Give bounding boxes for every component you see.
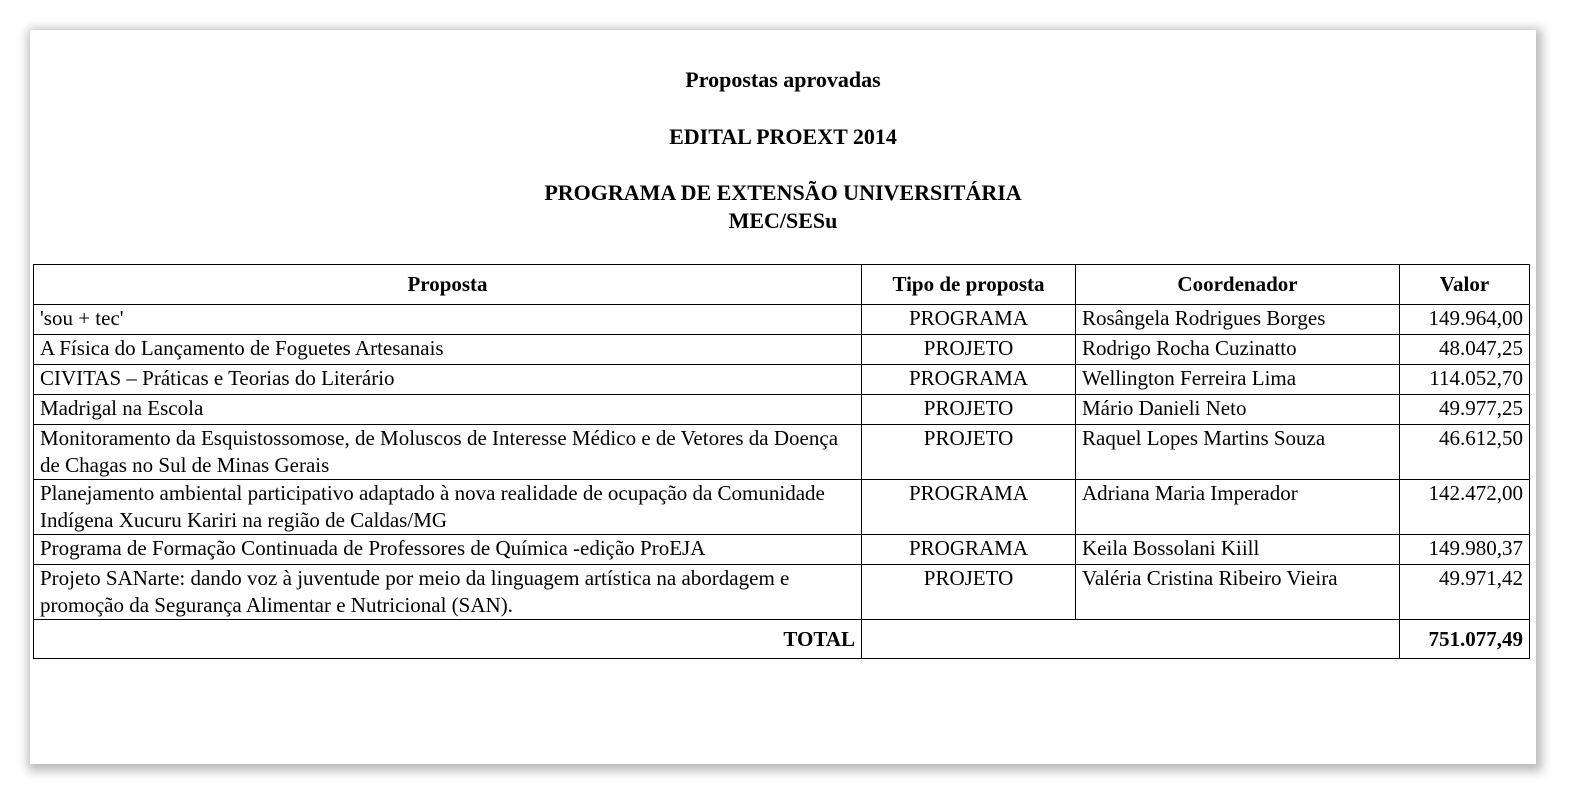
cell-tipo: PROGRAMA (862, 305, 1076, 335)
cell-proposta: A Física do Lançamento de Foguetes Artesanais (34, 335, 862, 365)
cell-tipo: PROJETO (862, 425, 1076, 480)
table-row (34, 395, 1530, 425)
total-label: TOTAL (34, 620, 862, 659)
cell-proposta: Planejamento ambiental participativo adaptado à nova realidade de ocupação da Comunidade Indígena Xucuru Kariri na região de Caldas/MG (34, 480, 862, 535)
cell-tipo: PROJETO (862, 395, 1076, 425)
cell-valor: 114.052,70 (1400, 365, 1530, 395)
cell-coordenador: Mário Danieli Neto (1076, 395, 1400, 425)
header-proposta: Proposta (34, 265, 862, 305)
cell-coordenador: Rosângela Rodrigues Borges (1076, 305, 1400, 335)
cell-proposta: Monitoramento da Esquistossomose, de Moluscos de Interesse Médico e de Vetores da Doença de Chagas no Sul de Minas Gerais (34, 425, 862, 480)
cell-valor: 49.977,25 (1400, 395, 1530, 425)
total-blank-cell (862, 620, 1400, 659)
cell-tipo: PROGRAMA (862, 365, 1076, 395)
cell-valor: 48.047,25 (1400, 335, 1530, 365)
table-row (34, 305, 1530, 335)
cell-valor: 142.472,00 (1400, 480, 1530, 535)
cell-proposta: Programa de Formação Continuada de Professores de Química -edição ProEJA (34, 535, 862, 565)
header-coordenador: Coordenador (1076, 265, 1400, 305)
cell-coordenador: Valéria Cristina Ribeiro Vieira (1076, 565, 1400, 620)
proposals-table (33, 264, 1530, 659)
cell-valor: 49.971,42 (1400, 565, 1530, 620)
cell-coordenador: Wellington Ferreira Lima (1076, 365, 1400, 395)
cell-coordenador: Keila Bossolani Kiill (1076, 535, 1400, 565)
cell-tipo: PROGRAMA (862, 480, 1076, 535)
ministry-name: MEC/SESu (728, 208, 838, 233)
cell-proposta: Projeto SANarte: dando voz à juventude por meio da linguagem artística na abordagem e promoção da Segurança Alimentar e Nutricional (SAN). (34, 565, 862, 620)
table-row (34, 565, 1530, 620)
table-row (34, 480, 1530, 535)
table-row (34, 365, 1530, 395)
table-header-row (34, 265, 1530, 305)
cell-tipo: PROJETO (862, 335, 1076, 365)
table-row (34, 335, 1530, 365)
document-title: Propostas aprovadas (685, 67, 881, 92)
cell-coordenador: Adriana Maria Imperador (1076, 480, 1400, 535)
cell-valor: 149.964,00 (1400, 305, 1530, 335)
cell-valor: 149.980,37 (1400, 535, 1530, 565)
cell-proposta: CIVITAS – Práticas e Teorias do Literário (34, 365, 862, 395)
total-value: 751.077,49 (1400, 620, 1530, 659)
table-row (34, 425, 1530, 480)
header-tipo: Tipo de proposta (862, 265, 1076, 305)
header-valor: Valor (1400, 265, 1530, 305)
total-row (34, 620, 1530, 659)
program-name: PROGRAMA DE EXTENSÃO UNIVERSITÁRIA (544, 180, 1022, 205)
table-row (34, 535, 1530, 565)
cell-valor: 46.612,50 (1400, 425, 1530, 480)
document-subtitle: EDITAL PROEXT 2014 (669, 124, 897, 149)
cell-coordenador: Rodrigo Rocha Cuzinatto (1076, 335, 1400, 365)
document-page (30, 30, 1536, 764)
cell-proposta: Madrigal na Escola (34, 395, 862, 425)
cell-tipo: PROGRAMA (862, 535, 1076, 565)
cell-coordenador: Raquel Lopes Martins Souza (1076, 425, 1400, 480)
cell-tipo: PROJETO (862, 565, 1076, 620)
cell-proposta: 'sou + tec' (34, 305, 862, 335)
